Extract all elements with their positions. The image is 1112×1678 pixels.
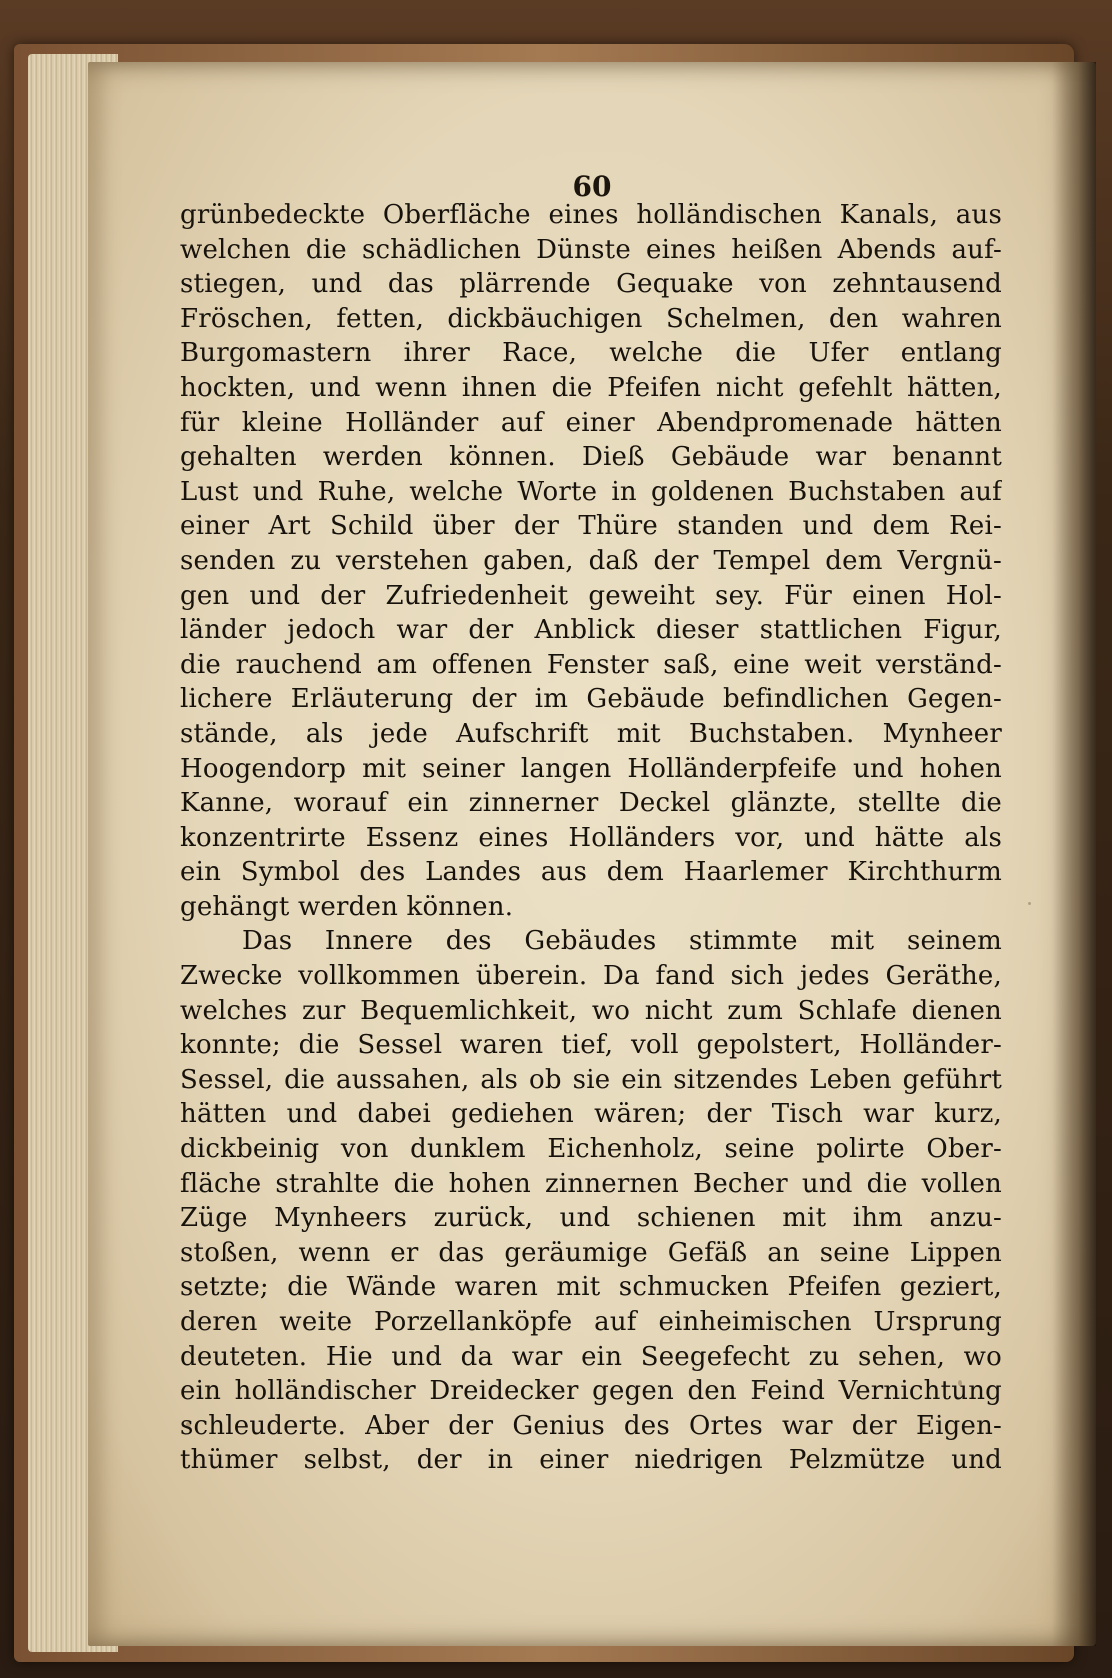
text-line: thümer selbst, der in einer niedrigen Pelzmütze und (180, 1445, 1002, 1476)
text-line: gen und der Zufriedenheit geweiht sey. Für einen Hol- (180, 580, 1002, 611)
text-line: dickbeinig von dunklem Eichenholz, seine polirte Ober- (180, 1134, 1002, 1165)
text-line: fläche strahlte die hohen zinnernen Becher und die vollen (180, 1168, 1002, 1199)
text-line: Hoogendorp mit seiner langen Holländerpfeife und hohen (180, 753, 1002, 784)
text-line: lichere Erläuterung der im Gebäude befindlichen Gegen- (180, 684, 1002, 715)
body-text (180, 198, 1002, 1478)
text-line: Zwecke vollkommen überein. Da fand sich jedes Geräthe, (180, 961, 1002, 992)
text-line: hätten und dabei gediehen wären; der Tisch war kurz, (180, 1099, 1002, 1130)
text-line: Das Innere des Gebäudes stimmte mit seinem (242, 926, 1002, 957)
text-line: konzentrirte Essenz eines Holländers vor, und hätte als (180, 822, 1002, 853)
text-line: schleuderte. Aber der Genius des Ortes war der Eigen- (180, 1410, 1002, 1441)
text-line: welches zur Bequemlichkeit, wo nicht zum Schlafe dienen (180, 995, 1002, 1026)
text-line: setzte; die Wände waren mit schmucken Pfeifen geziert, (180, 1272, 1002, 1303)
gutter-shadow (1052, 62, 1096, 1646)
text-line: grünbedeckte Oberfläche eines holländischen Kanals, aus (180, 200, 1002, 230)
text-line: länder jedoch war der Anblick dieser stattlichen Figur, (180, 615, 1002, 646)
text-line: stände, als jede Aufschrift mit Buchstaben. Mynheer (180, 718, 1002, 749)
text-line: senden zu verstehen gaben, daß der Tempel dem Vergnü- (180, 545, 1002, 576)
text-line: Lust und Ruhe, welche Worte in goldenen Buchstaben auf (180, 476, 1002, 507)
text-line: ein Symbol des Landes aus dem Haarlemer Kirchthurm (180, 857, 1002, 888)
text-line: für kleine Holländer auf einer Abendpromenade hätten (180, 407, 1002, 438)
text-line: einer Art Schild über der Thüre standen und dem Rei- (180, 511, 1002, 542)
text-line: stiegen, und das plärrende Gequake von zehntausend (180, 269, 1002, 300)
text-line: die rauchend am offenen Fenster saß, eine weit verständ- (180, 649, 1002, 680)
text-line: deren weite Porzellanköpfe auf einheimischen Ursprung (180, 1307, 1002, 1337)
text-line: stoßen, wenn er das geräumige Gefäß an seine Lippen (180, 1237, 1002, 1268)
text-line: konnte; die Sessel waren tief, voll gepolstert, Holländer- (180, 1030, 1002, 1061)
text-line: welchen die schädlichen Dünste eines heißen Abends auf- (180, 234, 1002, 265)
text-line: Burgomastern ihrer Race, welche die Ufer entlang (180, 338, 1002, 369)
text-line: deuteten. Hie und da war ein Seegefecht zu sehen, wo (180, 1341, 1002, 1372)
text-line: Züge Mynheers zurück, und schienen mit ihm anzu- (180, 1203, 1002, 1234)
text-line: Kanne, worauf ein zinnerner Deckel glänzte, stellte die (180, 788, 1002, 819)
text-line: hockten, und wenn ihnen die Pfeifen nicht gefehlt hätten, (180, 372, 1002, 403)
paper-speck (1028, 902, 1031, 905)
text-line: Sessel, die aussahen, als ob sie ein sitzendes Leben geführt (180, 1064, 1002, 1095)
text-line: gehängt werden können. (180, 891, 514, 922)
page-number: 60 (572, 170, 612, 203)
text-line: Fröschen, fetten, dickbäuchigen Schelmen, den wahren (180, 303, 1002, 334)
text-line: gehalten werden können. Dieß Gebäude war benannt (180, 442, 1002, 473)
text-line: ein holländischer Dreidecker gegen den Feind Vernichtung (180, 1376, 1002, 1407)
